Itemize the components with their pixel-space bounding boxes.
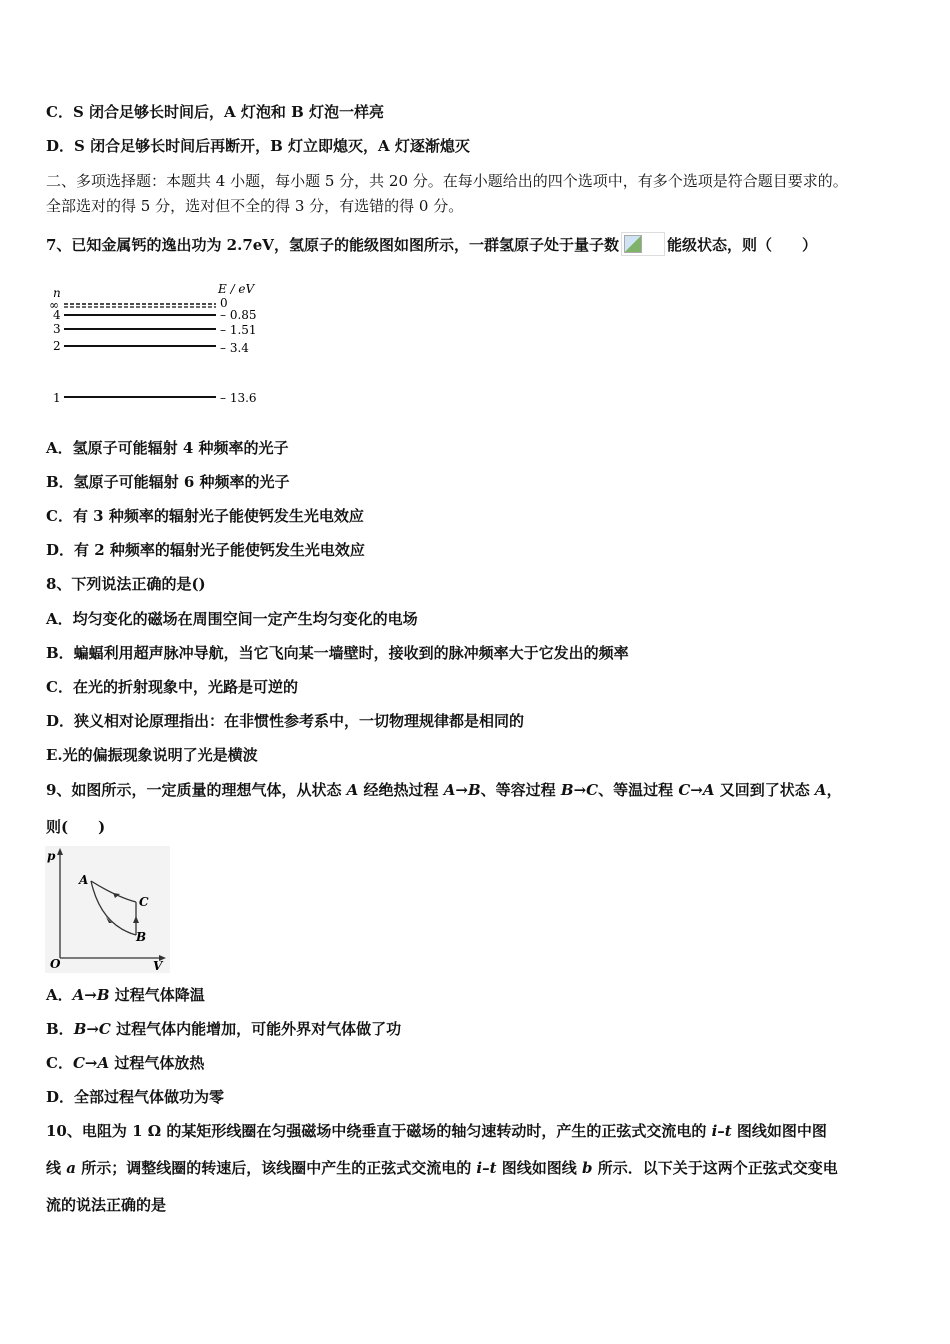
level-e-3: – 1.51 xyxy=(220,323,257,337)
q6-option-c: C．S 闭合足够长时间后，A 灯泡和 B 灯泡一样亮 xyxy=(46,103,384,121)
level-e-2: – 3.4 xyxy=(220,341,249,355)
level-n-2: 2 xyxy=(53,339,61,353)
n-axis-label: n xyxy=(53,286,61,300)
q9-state-a: A xyxy=(346,781,359,799)
level-n-infinity: ∞ xyxy=(49,298,59,312)
q6-option-d: D．S 闭合足够长时间后再断开，B 灯立即熄灭，A 灯逐渐熄灭 xyxy=(46,137,470,155)
q7-stem-part2: 能级状态，则（ ） xyxy=(666,236,817,254)
q9-option-c: C．C→A 过程气体放热 xyxy=(46,1054,205,1072)
q9-stem-2: 则( ) xyxy=(46,818,106,836)
level-n-4: 4 xyxy=(53,308,61,322)
q7-stem xyxy=(46,232,817,256)
point-b-label: B xyxy=(136,930,147,944)
q9-process-ab: A→B xyxy=(443,781,481,799)
isotherm-curve xyxy=(91,881,136,902)
section2-instructions-2: 全部选对的得 5 分，选对但不全的得 3 分，有选错的得 0 分。 xyxy=(46,197,464,215)
q9-stem-s3: 、等容过程 xyxy=(480,781,561,799)
q8-stem: 8、下列说法正确的是() xyxy=(46,575,206,593)
pv-diagram xyxy=(45,846,170,973)
origin-label: O xyxy=(50,957,61,971)
q7-option-d: D．有 2 种频率的辐射光子能使钙发生光电效应 xyxy=(46,541,365,559)
level-e-4: – 0.85 xyxy=(220,308,257,322)
broken-image-icon xyxy=(621,232,665,256)
q8-option-c: C．在光的折射现象中，光路是可逆的 xyxy=(46,678,298,696)
level-n-3: 3 xyxy=(53,322,61,336)
p-label: p xyxy=(47,849,56,863)
q7-stem-part1: 7、已知金属钙的逸出功为 2.7eV，氢原子的能级图如图所示，一群氢原子处于量子数 xyxy=(46,236,619,254)
q7-option-b: B．氢原子可能辐射 6 种频率的光子 xyxy=(46,473,290,491)
q10-stem-line1: 10、电阻为 1 Ω 的某矩形线圈在匀强磁场中绕垂直于磁场的轴匀速转动时，产生的正弦式交流电的 i–t 图线如图中图 xyxy=(46,1122,827,1140)
q8-option-b: B．蝙蝠利用超声脉冲导航，当它飞向某一墙壁时，接收到的脉冲频率大于它发出的频率 xyxy=(46,644,629,662)
q8-option-e: E.光的偏振现象说明了光是横波 xyxy=(46,746,258,764)
q7-option-c: C．有 3 种频率的辐射光子能使钙发生光电效应 xyxy=(46,507,364,525)
q10-stem-line2: 线 a 所示；调整线圈的转速后，该线圈中产生的正弦式交流电的 i–t 图线如图线 b 所示．以下关于这两个正弦式交变电 xyxy=(46,1159,838,1177)
section2-instructions-1: 二、多项选择题：本题共 4 小题，每小题 5 分，共 20 分。在每小题给出的四个选项中，有多个选项是符合题目要求的。 xyxy=(46,172,848,190)
p-axis-arrow xyxy=(57,848,63,855)
q9-stem xyxy=(46,780,842,800)
q9-option-a: A．A→B 过程气体降温 xyxy=(46,986,205,1004)
q8-option-d: D．狭义相对论原理指出：在非惯性参考系中，一切物理规律都是相同的 xyxy=(46,712,525,730)
v-label: V xyxy=(153,959,163,973)
q10-stem-line3: 流的说法正确的是 xyxy=(46,1196,167,1214)
q9-stem-s6: ， xyxy=(826,781,842,799)
q9-stem-s2: 经绝热过程 xyxy=(358,781,444,799)
point-c-label: C xyxy=(139,895,149,909)
adiabat-curve xyxy=(91,881,136,935)
point-a-label: A xyxy=(79,873,89,887)
q9-process-bc: B→C xyxy=(560,781,599,799)
q9-option-b: B．B→C 过程气体内能增加，可能外界对气体做了功 xyxy=(46,1020,402,1038)
energy-level-diagram xyxy=(44,280,274,410)
level-n-1: 1 xyxy=(53,391,61,405)
q9-state-a-2: A xyxy=(814,781,827,799)
level-e-infinity: 0 xyxy=(220,296,228,310)
arrow-bc xyxy=(133,916,139,923)
q8-option-a: A．均匀变化的磁场在周围空间一定产生均匀变化的电场 xyxy=(46,610,418,628)
q7-option-a: A．氢原子可能辐射 4 种频率的光子 xyxy=(46,439,289,457)
q9-process-ca: C→A xyxy=(678,781,715,799)
q9-stem-s1: 9、如图所示，一定质量的理想气体，从状态 xyxy=(46,781,347,799)
energy-axis-label: E / eV xyxy=(218,282,255,296)
q9-stem-s5: 又回到了状态 xyxy=(714,781,815,799)
q9-option-d: D．全部过程气体做功为零 xyxy=(46,1088,225,1106)
level-e-1: – 13.6 xyxy=(220,391,257,405)
q9-stem-s4: 、等温过程 xyxy=(598,781,679,799)
